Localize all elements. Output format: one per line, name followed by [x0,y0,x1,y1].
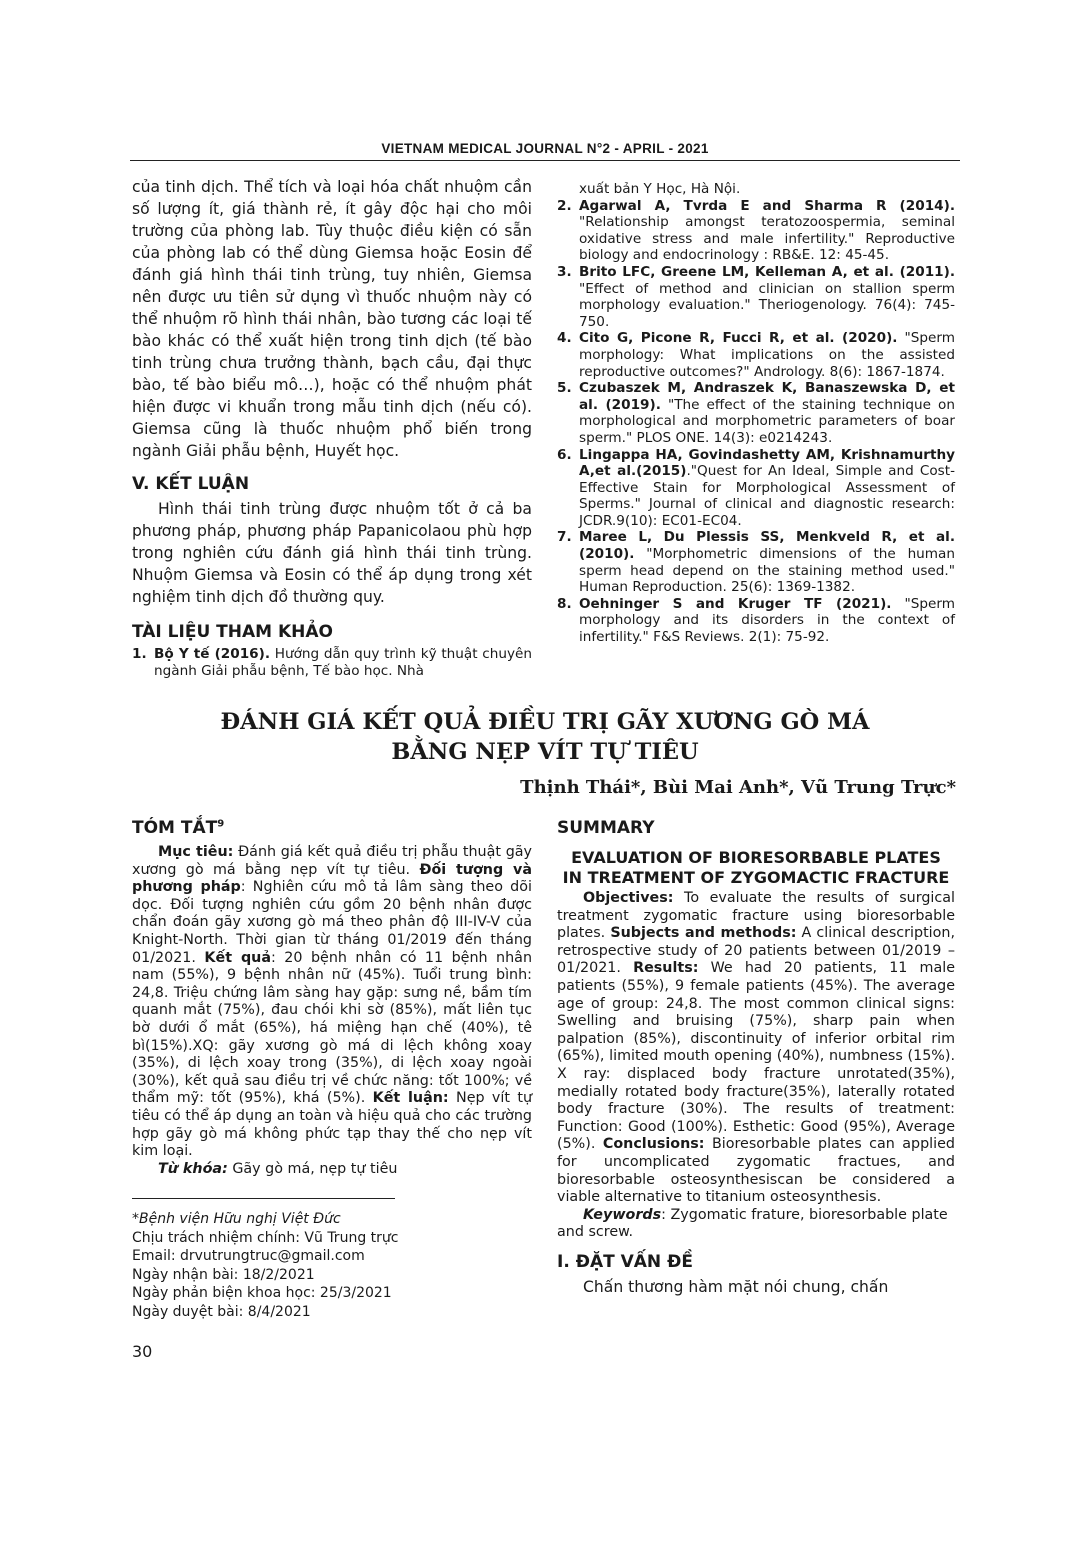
keywords-en-text: : Zygomatic frature, bioresorbable plate and screw. [557,1206,948,1241]
reference-text: xuất bản Y Học, Hà Nội. [579,181,741,197]
references-right-column [557,181,955,646]
reference-item [557,447,955,530]
abstract-vi-heading-text: TÓM TẮT [132,818,218,838]
objective-text: Đánh giá kết quả điều trị phẫu thuật gãy xương gò má bằng nẹp vít tự tiêu. [132,844,532,878]
reference-number: 2. [557,197,572,214]
footnote-mark: 9 [217,818,225,830]
intro-heading: I. ĐẶT VẤN ĐỀ [557,1251,693,1272]
footnote-approved: Ngày duyệt bài: 8/4/2021 [132,1303,311,1320]
reference-number: 7. [557,529,572,546]
abstract-vi [132,818,532,1178]
keywords-vi [132,1161,532,1179]
reference-item [557,330,955,380]
methods-text: : Nghiên cứu mô tả lâm sàng theo dõi dọc. Đối tượng nghiên cứu gồm 20 bệnh nhân được chẩn đoán gãy xương gò má theo phân độ III-IV-V của Knight-North. Thời gian từ tháng 01/2019 đến tháng 01/2021. [132,879,532,966]
summary-heading: SUMMARY [557,818,655,838]
references-heading: TÀI LIỆU THAM KHẢO [132,622,333,642]
footnote-email: Email: drvutrungtruc@gmail.com [132,1248,365,1264]
reference-number: 6. [557,446,572,463]
conclusion-text: Nẹp vít tự tiêu có thể áp dụng an toàn và hiệu quả cho các trường hợp gãy gò má không phức tạp thay thế cho nẹp vít kim loại. [132,1090,532,1160]
reference-text: "Sperm morphology: What implications on the assisted reproductive outcomes?" Andrology. 8(6): 1867-1874. [579,330,955,380]
summary-en [557,818,955,1298]
reference-text: "Sperm morphology and its disorders in the context of infertility." F&S Reviews. 2(1): 75-92. [579,595,955,646]
conclusions-label: Conclusions: [602,1136,705,1153]
reference-item [557,264,955,330]
page-number: 30 [132,1342,153,1361]
reference-text: "The effect of the staining technique on morphological and morphometric parameters of boar sperm." PLOS ONE. 14(3): e0214243. [579,396,955,446]
reference-text: "Relationship amongst teratozoospermia, seminal oxidative stress and male infertility." Reproductive biology and endocrinology : RB&E. 12: 45-45. [579,214,955,264]
methods-en-text: A clinical description, retrospective study of 20 patients between 01/2019 – 01/2021. [557,925,955,977]
reference-authors: Agarwal A, Tvrda E and Sharma R (2014). [579,197,955,214]
journal-header: VIETNAM MEDICAL JOURNAL N°2 - APRIL - 2021 [381,141,709,156]
footnote [132,1210,532,1321]
reference-number: 3. [557,263,572,280]
discussion-tail-paragraph: của tinh dịch. Thể tích và loại hóa chất nhuộm cần số lượng ít, giá thành rẻ, ít gây độc hại cho môi trường của phòng lab. Tùy thuộc điều kiện có sẵn của phòng lab có thể dùng Giemsa hoặc Eosin để đánh giá hình thái tinh trùng, tuy nhiên, Giemsa nên được ưu tiên sử dụng vì thuốc nhuộm này có thể nhuộm rõ hình thái nhân, bào tương các loại tế bào khác có thể xuất hiện trong tinh dịch (tế bào tinh trùng chưa trưởng thành, bạch cầu, đại thực bào, tế bào biểu mô…), hoặc có thể nhuộm phát hiện được vi khuẩn trong mẫu tinh dịch (nếu có). Giemsa cũng là thuốc nhuộm phổ biến trong ngành Giải phẫu bệnh, Huyết học. [132,178,532,460]
footnote-rule [132,1198,395,1199]
reference-item [132,646,532,679]
reference-authors: Bộ Y tế (2016). [154,646,271,662]
summary-title [557,848,955,888]
objectives-label: Objectives: [583,890,674,906]
results-label: Kết quả [204,949,271,966]
footnote-responsible: Chịu trách nhiệm chính: Vũ Trung trực [132,1229,399,1246]
summary-title-line-2: IN TREATMENT OF ZYGOMACTIC FRACTURE [562,868,950,887]
conclusions-text: Bioresorbable plates can applied for uncomplicated zygomatic fractues, and bioresorbable osteosynthesiscan be considered a viable alternative to titanium osteosynthesis. [557,1136,955,1206]
footnote-received: Ngày nhận bài: 18/2/2021 [132,1266,315,1283]
keywords-vi-text: Gãy gò má, nẹp tự tiêu [227,1160,398,1177]
reference-authors: Cito G, Picone R, Fucci R, et al. (2020). [579,330,898,347]
conclusion-paragraph: Hình thái tinh trùng được nhuộm tốt ở cả ba phương pháp, phương pháp Papanicolaou phù hợp trong nghiên cứu đánh giá hình thái tinh trùng. Nhuộm Giemsa và Eosin có thể áp dụng trong xét nghiệm tinh dịch đồ thường quy. [132,500,532,606]
reference-item [557,380,955,446]
article-title [130,707,960,767]
reference-number [557,181,579,198]
prev-article-left-column [132,176,532,679]
footnote-hospital: *Bệnh viện Hữu nghị Việt Đức [132,1211,341,1227]
reference-item [557,198,955,264]
conclusion-heading: V. KẾT LUẬN [132,474,250,494]
results-en-label: Results: [633,960,699,977]
objective-label: Mục tiêu: [158,844,234,860]
results-text: : 20 bệnh nhân có 11 bệnh nhân nam (55%), 9 bệnh nhân nữ (45%). Tuổi trung bình: 24,8. Triệu chứng lâm sàng hay gặp: sưng nề, bầm tím quanh mắt (75%), đau chói khi sờ (85%), mất liên tục bờ dưới ổ mắt (65%), há miệng hạn chế (40%), tê bì(15%).XQ: gãy xương gò má di lệch không xoay (35%), di lệch xoay trong (35%), di lệch xoay ngoài (30%), kết quả sau điều trị về chức năng: tốt 100%; về thẩm mỹ: tốt (95%), khá (5%). [132,949,532,1107]
reference-authors: Oehninger S and Kruger TF (2021). [579,595,892,612]
summary-title-line-1: EVALUATION OF BIORESORBABLE PLATES [571,848,941,867]
intro-paragraph: Chấn thương hàm mặt nói chung, chấn [583,1277,889,1296]
reference-authors: Maree L, Du Plessis SS, Menkveld R, et al. (2010). [579,529,955,563]
header-rule [130,160,960,161]
reference-text: "Effect of method and clinician on stallion sperm morphology evaluation." Theriogenology. 76(4): 745-750. [579,280,955,330]
reference-text: Hướng dẫn quy trình kỹ thuật chuyên ngành Giải phẫu bệnh, Tế bào học. Nhà [154,646,532,679]
reference-text: "Morphometric dimensions of the human sperm head depend on the staining method used." Human Reproduction. 25(6): 1369-1382. [579,546,955,596]
objectives-text: To evaluate the results of surgical treatment zygomatic fracture using bioresorbable plates. [557,890,955,942]
methods-label: Đối tượng và phương pháp [132,861,532,896]
reference-number: 8. [557,595,572,612]
abstract-vi-heading [132,818,532,838]
footnote-reviewed: Ngày phản biện khoa học: 25/3/2021 [132,1285,392,1301]
keywords-vi-label: Từ khóa: [158,1160,228,1177]
reference-number: 4. [557,330,572,347]
methods-en-label: Subjects and methods: [610,925,797,942]
reference-authors: Czubaszek M, Andraszek K, Banaszewska D, et al. (2019). [579,380,955,413]
article-title-line-1: ĐÁNH GIÁ KẾT QUẢ ĐIỀU TRỊ GÃY XƯƠNG GÒ MÁ [220,709,870,735]
reference-number: 1. [132,646,147,662]
reference-item [557,181,955,198]
reference-item [557,596,955,646]
reference-text: ."Quest for An Ideal, Simple and Cost-Effective Stain for Morphological Assessment of Sperms." Journal of clinical and diagnostic research: JCDR.9(10): EC01-EC04. [579,463,955,529]
abstract-vi-body [132,844,532,1161]
reference-number: 5. [557,380,572,397]
keywords-en-label: Keywords [583,1206,662,1223]
summary-body [557,890,955,1207]
article-authors: Thịnh Thái*, Bùi Mai Anh*, Vũ Trung Trực* [520,777,956,798]
reference-authors: Brito LFC, Greene LM, Kelleman A, et al. (2011). [579,263,955,280]
article-title-line-2: BẰNG NẸP VÍT TỰ TIÊU [391,739,699,765]
reference-authors: Lingappa HA, Govindashetty AM, Krishnamurthy A,et al.(2015) [579,446,955,480]
results-en-text: We had 20 patients, 11 male patients (55%), 9 female patients (45%). The average age of group: 24,8. The most common clinical signs: Swelling and bruising (75%), sharp pain when palpation (85%), discontinuity of inferior orbital rim (65%), limited mouth opening (40%), numbness (15%). X ray: displaced body fracture unrotated(35%), medially rotated body fracture(35%), laterally rotated body fracture (30%). The results of treatment: Function: Good (100%). Esthetic: Good (95%), Average (5%). [557,960,955,1153]
keywords-en [557,1207,955,1242]
conclusion-label: Kết luận: [372,1090,449,1107]
reference-item [557,529,955,595]
